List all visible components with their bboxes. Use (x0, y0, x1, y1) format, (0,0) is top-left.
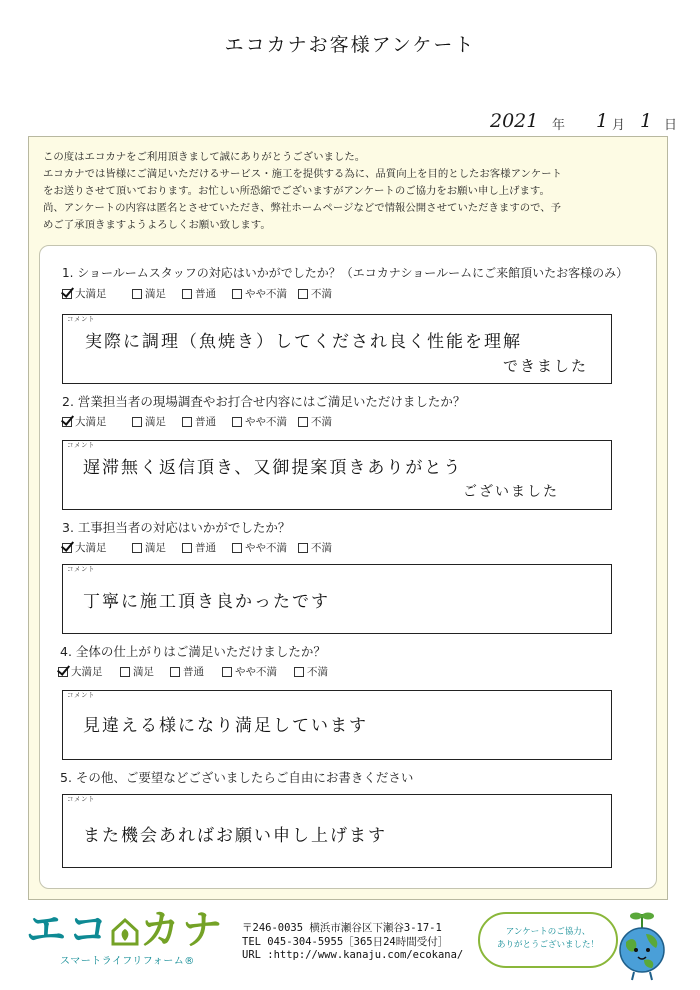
q3-option-very-satisfied[interactable]: 大満足 (62, 540, 107, 555)
q2-option-dissatisfied[interactable]: 不満 (298, 414, 332, 429)
checkbox-icon[interactable] (120, 667, 130, 677)
question-4: 4. 全体の仕上がりはご満足いただけましたか？ (60, 644, 326, 659)
date-year: 2021 (490, 110, 539, 132)
comment-text-line1: 丁寧に施工頂き良かったです (83, 592, 330, 612)
question-5: 5. その他、ご要望などございましたらご自由にお書きください (60, 770, 414, 785)
q1-option-very-satisfied[interactable]: 大満足 (62, 286, 107, 301)
checkbox-icon[interactable] (232, 289, 242, 299)
date-year-unit: 年 (552, 118, 566, 133)
checkbox-icon[interactable] (132, 417, 142, 427)
q1-option-dissatisfied[interactable]: 不満 (298, 286, 332, 301)
survey-form (28, 136, 668, 900)
checkbox-icon[interactable] (182, 289, 192, 299)
q2-option-normal[interactable]: 普通 (182, 414, 216, 429)
q2-option-slightly-dissatisfied[interactable]: やや不満 (232, 414, 287, 429)
intro-line: エコカナでは皆様にご満足いただけるサービス・施工を提供する為に、品質向上を目的としたお客様アンケート (43, 168, 562, 180)
q4-option-satisfied[interactable]: 満足 (120, 664, 154, 679)
q4-option-very-satisfied[interactable]: 大満足 (58, 664, 103, 679)
checkbox-icon[interactable] (298, 417, 308, 427)
intro-line: めご了承頂きますようよろしくお願い致します。 (43, 219, 271, 231)
checkbox-icon[interactable] (222, 667, 232, 677)
date-month-unit: 月 (612, 118, 626, 133)
q2-option-satisfied[interactable]: 満足 (132, 414, 166, 429)
checkbox-icon[interactable] (170, 667, 180, 677)
q4-option-dissatisfied[interactable]: 不満 (294, 664, 328, 679)
checkbox-icon[interactable] (62, 289, 72, 299)
q1-option-slightly-dissatisfied[interactable]: やや不満 (232, 286, 287, 301)
comment-label: コメント (67, 315, 95, 323)
logo-wordmark: エコ カナ (26, 907, 224, 953)
comment-text-line1: 遅滞無く返信頂き、又御提案頂きありがとう (83, 458, 463, 478)
intro-text (43, 149, 663, 234)
q3-option-dissatisfied[interactable]: 不満 (298, 540, 332, 555)
checkbox-icon[interactable] (182, 417, 192, 427)
question-5-comment[interactable] (62, 794, 612, 868)
questions-panel (39, 245, 657, 889)
q2-option-very-satisfied[interactable]: 大満足 (62, 414, 107, 429)
website-url[interactable]: URL :http://www.kanaju.com/ecokana/ (242, 949, 464, 961)
bubble-line2: ありがとうございました！ (496, 940, 599, 950)
q1-option-normal[interactable]: 普通 (182, 286, 216, 301)
comment-text-line2: できました (503, 357, 589, 375)
intro-line: この度はエコカナをご利用頂きまして誠にありがとうございました。 (43, 151, 366, 163)
date-day: 1 (640, 110, 653, 132)
ecokana-logo (26, 908, 226, 968)
phone: TEL 045-304-5955［365日24時間受付］ (242, 935, 449, 948)
question-2: 2. 営業担当者の現場調査やお打合せ内容にはご満足いただけましたか？ (62, 394, 466, 409)
question-1: 1. ショールームスタッフの対応はいかがでしたか？（エコカナショールームにご来館頂いたお客様のみ） (62, 266, 629, 280)
date-day-unit: 日 (664, 118, 678, 133)
comment-text-line2: ございました (463, 484, 559, 500)
comment-text-line1: また機会あればお願い申し上げます (83, 826, 387, 846)
contact-info (242, 922, 463, 963)
page-title: エコカナお客様アンケート (224, 34, 476, 56)
q3-option-slightly-dissatisfied[interactable]: やや不満 (232, 540, 287, 555)
checkbox-icon[interactable] (182, 543, 192, 553)
checkbox-icon[interactable] (298, 543, 308, 553)
address: 〒246-0035 横浜市瀬谷区下瀬谷3-17-1 (242, 922, 442, 934)
thanks-bubble (478, 912, 618, 968)
q4-option-normal[interactable]: 普通 (170, 664, 204, 679)
house-icon (110, 917, 140, 947)
checkbox-icon[interactable] (58, 667, 68, 677)
checkbox-icon[interactable] (132, 543, 142, 553)
checkbox-icon[interactable] (232, 543, 242, 553)
question-3-comment[interactable] (62, 564, 612, 634)
q1-option-satisfied[interactable]: 満足 (132, 286, 166, 301)
comment-text-line1: 見違える様になり満足しています (83, 716, 368, 736)
comment-text-line1: 実際に調理（魚焼き）してくだされ良く性能を理解 (85, 332, 522, 352)
q4-option-slightly-dissatisfied[interactable]: やや不満 (222, 664, 277, 679)
q3-option-normal[interactable]: 普通 (182, 540, 216, 555)
comment-label: コメント (67, 795, 95, 803)
date-month: 1 (596, 110, 609, 132)
logo-tagline: スマートライフリフォーム® (60, 956, 195, 967)
comment-label: コメント (67, 691, 95, 699)
earth-mascot-icon (612, 910, 672, 982)
intro-line: 尚、アンケートの内容は匿名とさせていただき、弊社ホームページなどで情報公開させていただきますので、予 (43, 202, 562, 214)
bubble-line1: アンケートのご協力、 (505, 927, 591, 937)
comment-label: コメント (67, 441, 95, 449)
checkbox-icon[interactable] (62, 543, 72, 553)
question-2-comment[interactable] (62, 440, 612, 510)
comment-label: コメント (67, 565, 95, 573)
question-3: 3. 工事担当者の対応はいかがでしたか？ (62, 520, 291, 535)
survey-date (490, 110, 690, 136)
checkbox-icon[interactable] (232, 417, 242, 427)
question-1-comment[interactable] (62, 314, 612, 384)
checkbox-icon[interactable] (298, 289, 308, 299)
checkbox-icon[interactable] (294, 667, 304, 677)
intro-line: をお送りさせて頂いております。お忙しい所恐縮でございますがアンケートのご協力をお願い申し上げます。 (43, 185, 550, 197)
question-4-comment[interactable] (62, 690, 612, 760)
checkbox-icon[interactable] (132, 289, 142, 299)
q3-option-satisfied[interactable]: 満足 (132, 540, 166, 555)
checkbox-icon[interactable] (62, 417, 72, 427)
